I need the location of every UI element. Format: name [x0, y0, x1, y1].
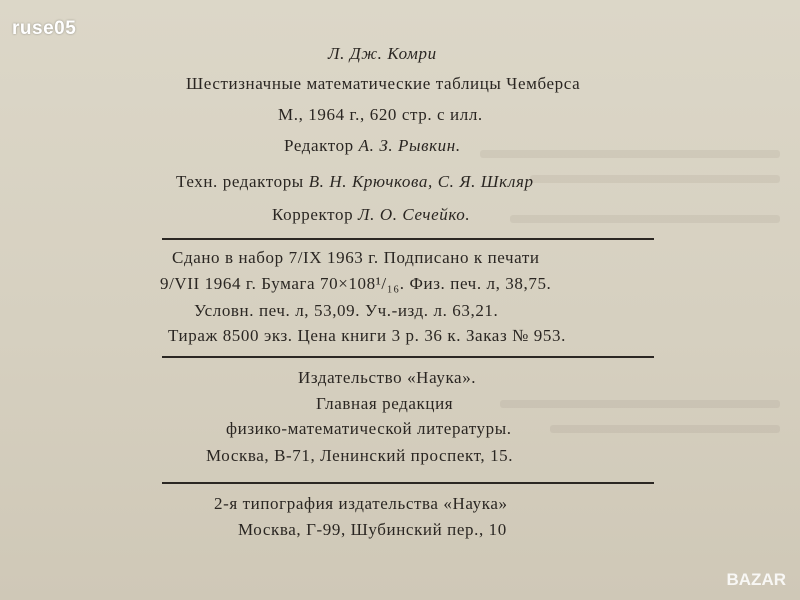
title-line: Шестизначные математические таблицы Чемберса: [186, 74, 581, 93]
bleed-through-line: [510, 215, 780, 223]
corrector-line: [272, 205, 470, 225]
tech-editors-names: В. Н. Крючкова, С. Я. Шкляр: [308, 172, 534, 191]
corrector-name: Л. О. Сечейко.: [358, 205, 471, 224]
bleed-through-line: [530, 175, 780, 183]
printer-address-line: Москва, Г-99, Шубинский пер., 10: [238, 520, 507, 539]
editorial-field-line: физико-математической литературы.: [226, 419, 512, 438]
publication-line: М., 1964 г., 620 стр. с илл.: [278, 105, 483, 124]
bleed-through-line: [500, 400, 780, 408]
divider: [162, 482, 654, 484]
bleed-through-line: [480, 150, 780, 158]
divider: [162, 356, 654, 358]
corrector-label: Корректор: [272, 205, 354, 224]
editorial-board-line: Главная редакция: [316, 394, 454, 413]
publisher-line: Издательство «Наука».: [298, 368, 477, 387]
editor-name: А. З. Рывкин.: [358, 136, 461, 155]
bleed-through-line: [550, 425, 780, 433]
editor-line: [284, 136, 461, 156]
imprint-line-3: Условн. печ. л, 53,09. Уч.-изд. л. 63,21.: [194, 301, 499, 320]
imprint-line-1: Сдано в набор 7/IX 1963 г. Подписано к печати: [172, 248, 540, 267]
editor-label: Редактор: [284, 136, 354, 155]
publisher-address-line: Москва, В-71, Ленинский проспект, 15.: [206, 446, 514, 465]
tech-editors-line: [176, 172, 534, 192]
printer-line: 2-я типография издательства «Наука»: [214, 494, 508, 513]
site-watermark: ruse05: [12, 18, 77, 39]
imprint-line-4: Тираж 8500 экз. Цена книги 3 р. 36 к. Заказ № 953.: [168, 326, 566, 345]
brand-watermark: BAZAR: [726, 570, 786, 589]
imprint-line-2: 9/VII 1964 г. Бумага 70×108¹/₁₆. Физ. печ. л, 38,75.: [160, 274, 552, 293]
divider: [162, 238, 654, 240]
tech-editors-label: Техн. редакторы: [176, 172, 304, 191]
author-line: Л. Дж. Комри: [328, 44, 437, 63]
